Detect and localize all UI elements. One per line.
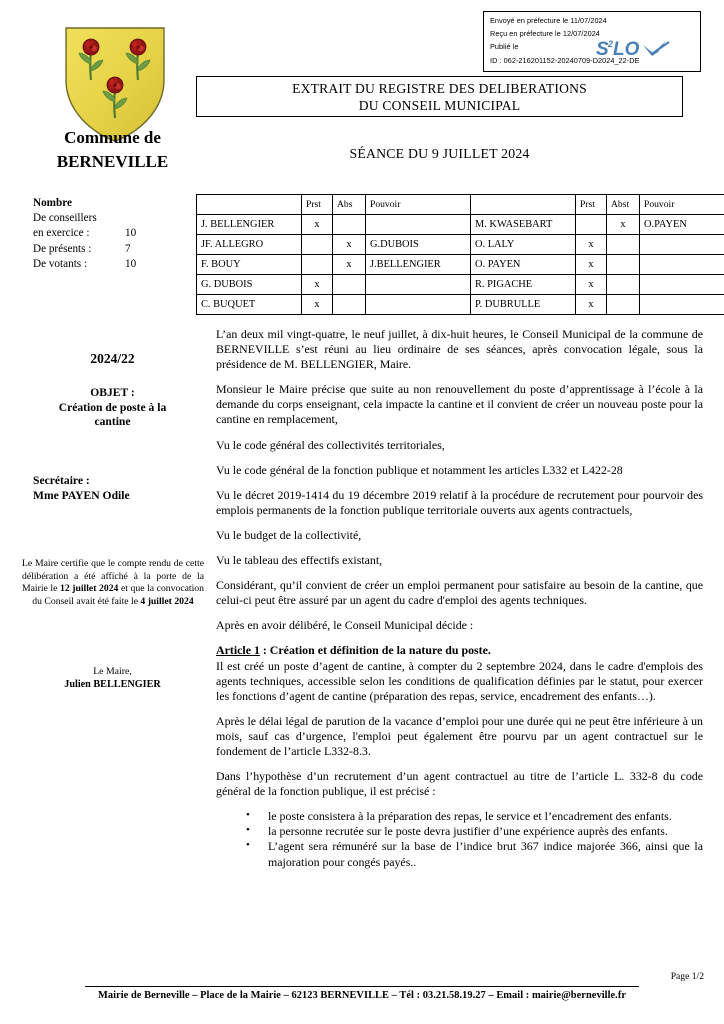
proxy-holder [366,295,471,315]
commune-label: Commune de [64,128,161,147]
article-1-subtitle: : Création et définition de la nature du poste. [259,643,491,658]
certification-date-2: 4 juillet 2024 [140,595,194,607]
header-right-prst: Prst [576,195,607,215]
title-line-1: EXTRAIT DU REGISTRE DES DELIBERATIONS [292,80,587,96]
present-mark: x [302,275,333,295]
count-value: 10 [125,227,137,240]
paragraph-vu-tableau: Vu le tableau des effectifs existant, [216,553,383,568]
deliberation-number: 2024/22 [90,351,135,366]
list-item: • le poste consistera à la préparation des repas, le service et l’encadrement des enfants. [246,809,703,824]
page-number: Page 1/2 [670,971,704,982]
proxy-holder [640,295,724,315]
header-left-abs: Abs [333,195,366,215]
absent-mark [607,255,640,275]
nombre-subheading: De conseillers [33,212,97,225]
present-mark: x [576,255,607,275]
councillor-name: O. PAYEN [471,255,576,275]
footer-contact-info: Mairie de Berneville – Place de la Mairie – 62123 BERNEVILLE – Tél : 03.21.58.19.27 – Email : mairie@berneville.fr [98,990,626,1001]
proxy-holder: G.DUBOIS [366,235,471,255]
absent-mark [607,235,640,255]
absent-mark [607,295,640,315]
title-line-2: DU CONSEIL MUNICIPAL [358,97,521,113]
header-left-name [197,195,302,215]
conditions-list [216,809,703,869]
table-row [197,255,724,275]
objet-label: OBJET : [90,386,135,399]
councillor-name: F. BOUY [197,255,302,275]
proxy-holder [640,255,724,275]
objet-block [15,386,210,430]
count-value: 10 [125,257,137,270]
present-mark: x [576,235,607,255]
present-mark: x [576,275,607,295]
count-label: De votants : [33,257,88,270]
proxy-holder [640,275,724,295]
certification-part-2: et que la convocation du Conseil avait été faite le [32,583,204,607]
svg-text:2: 2 [608,39,614,49]
certification-part-1: Le Maire certifie que le compte rendu de cette délibération a été affiché à la porte de la Mairie le [22,558,204,595]
secretaire-name: Mme PAYEN Odile [33,488,130,502]
svg-text:LO: LO [613,39,640,60]
present-mark [302,235,333,255]
paragraph-article1-body: Il est créé un poste d’agent de cantine, à compter du 2 septembre 2024, dans le cadre d'emplois des agents techniques, accessible selon les conditions de qualification définies par le statut, pour exercer les fonctions d’agent de cantine (préparation des repas, service, encadrement des enfants…). [216,658,703,703]
proxy-holder [640,235,724,255]
document-title-box [196,76,683,117]
present-mark [576,215,607,235]
present-mark: x [302,295,333,315]
signature-name: Julien BELLENGIER [64,679,161,690]
header-left-prst: Prst [302,195,333,215]
commune-value: BERNEVILLE [56,152,169,171]
stamp-id-line: ID : 062-216201152-20240709-D2024_22-DE [490,55,640,65]
count-row-en-exercice [33,226,198,241]
objet-line-2: cantine [94,415,131,429]
secretary-block [33,474,213,503]
count-value: 7 [125,242,131,255]
mayor-signature-block [15,665,210,691]
councillor-name: R. PIGACHE [471,275,576,295]
paragraph-vu-cgct: Vu le code général des collectivités territoriales, [216,437,445,452]
absent-mark: x [333,255,366,275]
councillor-count-block [33,196,198,272]
paragraph-decision: Après en avoir délibéré, le Conseil Municipal décide : [216,618,474,633]
absent-mark: x [333,235,366,255]
councillor-name: J. BELLENGIER [197,215,302,235]
signature-title: Le Maire, [93,666,132,677]
present-mark [302,255,333,275]
svg-text:S: S [596,39,609,60]
header-right-name [471,195,576,215]
article-1-heading [216,643,703,658]
header-right-pouvoir: Pouvoir [640,195,724,215]
councillor-name: P. DUBRULLE [471,295,576,315]
nombre-heading: Nombre [33,197,72,209]
table-header-row [197,195,724,215]
table-row [197,215,724,235]
paragraph-opening: L’an deux mil vingt-quatre, le neuf juillet, à dix-huit heures, le Conseil Municipal de la commune de BERNEVILLE s’est réuni au lieu ordinaire de ses séances, après convocation légale, sous la présidence de M. BELLENGIER, Maire. [216,327,703,372]
stamp-published-line: Publié le [490,42,519,52]
councillor-name: M. KWASEBART [471,215,576,235]
paragraph-considerant: Considérant, qu’il convient de créer un emploi permanent pour satisfaire au besoin de la cantine, que celui-ci peut être assuré par un agent du cadre d'emploi des agents techniques. [216,578,703,608]
count-row-presents [33,242,198,257]
mayor-certification-note [22,558,204,608]
count-row-votants [33,257,198,272]
paragraph-mayor-statement: Monsieur le Maire précise que suite au non renouvellement du poste d’apprentissage à l’école à la demande du corps enseignant, cela impacte la cantine et il convient de créer un nouveau poste pour la cantine en remplacement, [216,382,703,427]
stamp-received-line: Reçu en préfecture le 12/07/2024 [490,29,600,39]
certification-date-1: 12 juillet 2024 [59,583,119,595]
councillor-name: G. DUBOIS [197,275,302,295]
objet-line-1: Création de poste à la [58,400,167,414]
absent-mark [607,275,640,295]
paragraph-vu-fonction-publique: Vu le code général de la fonction publique et notamment les articles L332 et L422-28 [216,462,623,477]
paragraph-vu-decret: Vu le décret 2019-1414 du 19 décembre 2019 relatif à la procédure de recrutement pour pourvoir des emplois permanents de la fonction publique territoriale ouverts aux agents contractuels, [216,487,703,517]
header-left-pouvoir: Pouvoir [366,195,471,215]
present-mark: x [576,295,607,315]
councillor-name: C. BUQUET [197,295,302,315]
councillor-name: O. LALY [471,235,576,255]
prefecture-stamp-box [483,11,701,72]
list-item: • la personne recrutée sur le poste devra justifier d’une expérience auprès des enfants. [246,824,703,839]
proxy-holder: O.PAYEN [640,215,724,235]
session-date-heading: SÉANCE DU 9 JUILLET 2024 [349,146,530,161]
present-mark: x [302,215,333,235]
absent-mark [333,215,366,235]
list-item: • L’agent sera rémunéré sur la base de l’indice brut 367 indice majorée 366, ainsi que la majoration pour congés payés.. [246,839,703,869]
attendance-table [196,194,724,315]
paragraph-vu-budget: Vu le budget de la collectivité, [216,527,362,542]
secretaire-label: Secrétaire : [33,474,90,487]
absent-mark: x [607,215,640,235]
header-right-abs: Abst [607,195,640,215]
councillor-name: JF. ALLEGRO [197,235,302,255]
commune-name [10,126,215,174]
absent-mark [333,275,366,295]
count-label: en exercice : [33,227,90,240]
table-row [197,235,724,255]
deliberation-body [216,327,703,870]
paragraph-contractual-conditions: Dans l’hypothèse d’un recrutement d’un agent contractuel au titre de l’article L. 332-8 du code général de la fonction publique, il est précisé : [216,769,703,799]
article-1-label: Article 1 [216,643,260,658]
table-row [197,295,724,315]
count-label: De présents : [33,242,92,255]
absent-mark [333,295,366,315]
stamp-sent-line: Envoyé en préfecture le 11/07/2024 [490,16,607,25]
paragraph-contractual-delay: Après le délai légal de parution de la vacance d’emploi pour une durée qui ne peut être inférieure à un mois, sauf cas d’urgence, l'emploi peut également être pourvu par un agent contractuel sur le fondement de l’article L332-8.3. [216,713,703,758]
proxy-holder [366,275,471,295]
footer-divider [85,986,639,987]
proxy-holder [366,215,471,235]
proxy-holder: J.BELLENGIER [366,255,471,275]
table-row [197,275,724,295]
